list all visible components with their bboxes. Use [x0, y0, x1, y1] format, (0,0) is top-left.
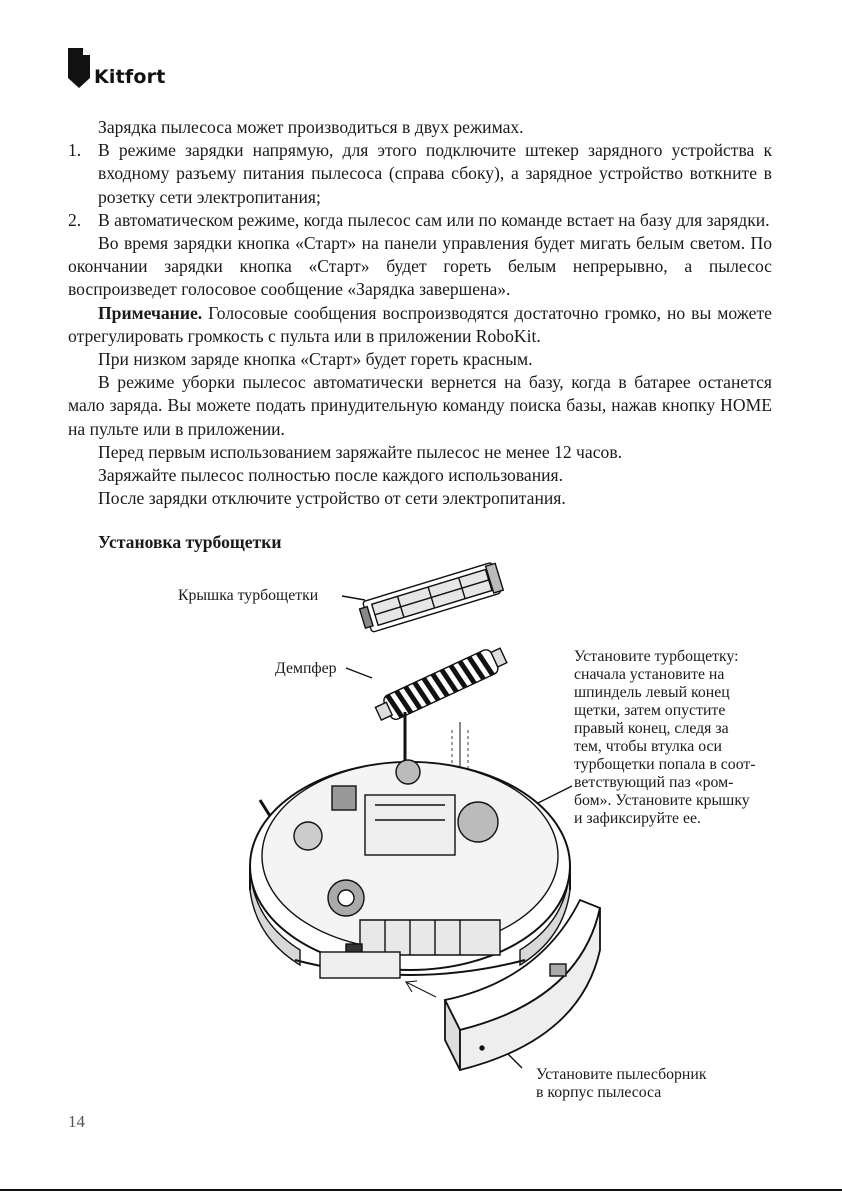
instruction-line: тем, чтобы втулка оси — [574, 738, 722, 755]
instruction-line: ветствующий паз «ром- — [574, 774, 734, 791]
label-brush-cover: Крышка турбощетки — [178, 587, 319, 604]
list-text: В режиме зарядки напрямую, для этого подключите штекер зарядного устройства к входному разъему питания пылесоса (справа сбоку), а зарядное устройство воткните в розетку сети электропитания; — [98, 140, 772, 207]
note-label: Примечание. — [98, 302, 203, 323]
bin-instruction — [536, 1066, 707, 1102]
instruction-text — [574, 648, 756, 828]
instruction-line: щетки, затем опустите — [574, 702, 726, 719]
instruction-line: бом». Установите крышку — [574, 792, 750, 809]
brush-cover — [358, 561, 504, 633]
damper-leader-line — [346, 668, 372, 678]
instruction-line: сначала установите на — [574, 666, 725, 683]
turbo-brush — [373, 644, 509, 726]
robot-body — [250, 760, 570, 978]
section-heading: Установка турбощетки — [98, 532, 282, 552]
kitfort-logo-icon — [68, 48, 90, 88]
instruction-line: Установите турбощетку: — [574, 648, 739, 665]
body-text — [68, 116, 772, 510]
return-base-paragraph: В режиме уборки пылесос автоматически вернется на базу, когда в батарее останется мало заряда. Вы можете подать принудительную команду поиска базы, нажав кнопку HOME на пульте или в приложении. — [68, 372, 772, 439]
bottom-rule — [0, 1189, 842, 1191]
brand-logo — [68, 48, 166, 88]
bin-instruction-line: в корпус пылесоса — [536, 1084, 662, 1101]
instruction-line: правый конец, следя за — [574, 720, 729, 737]
low-charge-paragraph: При низком заряде кнопка «Старт» будет гореть красным. — [98, 349, 533, 370]
disconnect-paragraph: После зарядки отключите устройство от сети электропитания. — [98, 488, 566, 509]
bin-instruction-line: Установите пылесборник — [536, 1066, 707, 1083]
robot-vacuum-illustration — [160, 560, 800, 1120]
note-text: Голосовые сообщения воспроизводятся достаточно громко, но вы можете отрегулировать громкость с пульта или в приложении RoboKit. — [68, 302, 772, 346]
instruction-line: турбощетки попала в соот- — [574, 756, 756, 773]
first-use-paragraph: Перед первым использованием заряжайте пылесос не менее 12 часов. — [98, 441, 623, 462]
label-damper: Демпфер — [275, 660, 337, 677]
intro-paragraph: Зарядка пылесоса может производиться в двух режимах. — [98, 117, 524, 137]
page-number: 14 — [68, 1112, 85, 1131]
instruction-line: шпиндель левый конец — [574, 684, 730, 701]
list-item — [68, 209, 772, 232]
list-item — [68, 139, 772, 209]
list-text: В автоматическом режиме, когда пылесос сам или по команде встает на базу для зарядки. — [98, 209, 770, 230]
list-number: 1. — [68, 140, 82, 161]
charging-paragraph: Во время зарядки кнопка «Старт» на панели управления будет мигать белым светом. По окончании зарядки кнопка «Старт» будет гореть белым непрерывно, а пылесос воспроизведет голосовое сообщение «Зарядка завершена». — [68, 233, 772, 300]
full-charge-paragraph: Заряжайте пылесос полностью после каждого использования. — [98, 465, 564, 486]
instruction-line: и зафиксируйте ее. — [574, 810, 701, 827]
turbobrush-diagram — [160, 560, 800, 1120]
brand-name: Kitfort — [94, 66, 166, 88]
list-number: 2. — [68, 209, 82, 230]
note-paragraph — [68, 302, 772, 348]
cover-leader-line — [342, 596, 365, 600]
